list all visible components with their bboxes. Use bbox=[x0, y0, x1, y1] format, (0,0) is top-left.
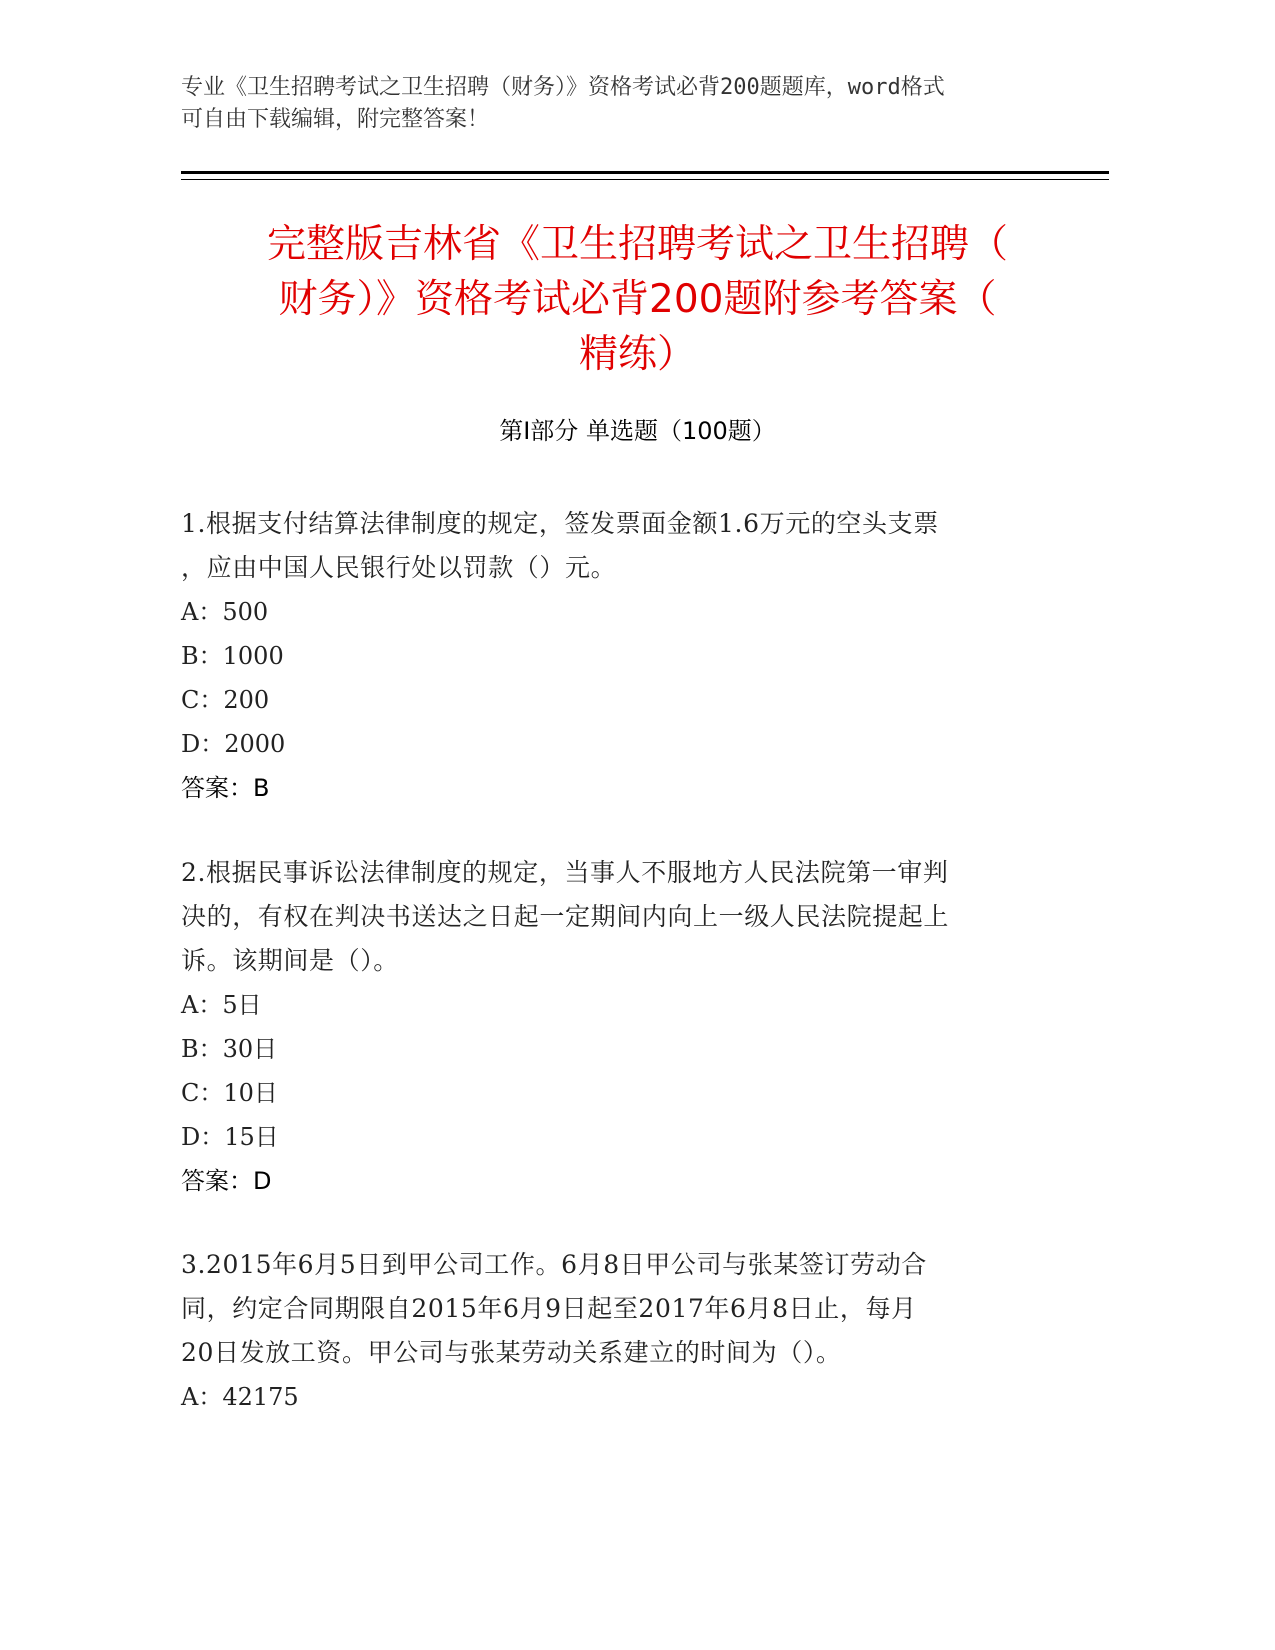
question-1-option-b: B：1000 bbox=[181, 642, 284, 670]
question-1-option-a: A：500 bbox=[181, 598, 269, 626]
document-title-line-3: 精练） bbox=[578, 332, 696, 377]
header-note-line-2: 可自由下载编辑，附完整答案！ bbox=[181, 107, 490, 132]
question-1 bbox=[181, 502, 1081, 810]
header-divider-thick bbox=[181, 171, 1109, 174]
question-2-answer: 答案：D bbox=[181, 1167, 272, 1195]
header-divider-thin bbox=[181, 179, 1109, 180]
question-1-option-d: D：2000 bbox=[181, 730, 286, 758]
question-1-text-line-2: ，应由中国人民银行处以罚款（）元。 bbox=[181, 553, 617, 582]
document-title-line-1: 完整版吉林省《卫生招聘考试之卫生招聘（ bbox=[266, 222, 1008, 267]
question-2-option-a: A：5日 bbox=[181, 991, 262, 1019]
question-2-option-d: D：15日 bbox=[181, 1123, 279, 1151]
document-title-line-2: 财务）》资格考试必背200题附参考答案（ bbox=[278, 277, 997, 322]
question-3-text-line-3: 20日发放工资。甲公司与张某劳动关系建立的时间为（）。 bbox=[181, 1338, 842, 1367]
header-note bbox=[181, 72, 1061, 136]
question-1-option-c: C：200 bbox=[181, 686, 270, 714]
section-title: 第Ⅰ部分 单选题（100题） bbox=[499, 417, 776, 445]
question-3-text-line-1: 3.2015年6月5日到甲公司工作。6月8日甲公司与张某签订劳动合 bbox=[181, 1250, 927, 1279]
question-1-text-line-1: 1.根据支付结算法律制度的规定，签发票面金额1.6万元的空头支票 bbox=[181, 509, 939, 538]
header-note-line-1: 专业《卫生招聘考试之卫生招聘（财务）》资格考试必背200题题库，word格式 bbox=[181, 75, 945, 100]
question-1-answer: 答案：B bbox=[181, 774, 270, 802]
question-3 bbox=[181, 1243, 1081, 1419]
question-3-text-line-2: 同，约定合同期限自2015年6月9日起至2017年6月8日止，每月 bbox=[181, 1294, 917, 1323]
question-2-option-b: B：30日 bbox=[181, 1035, 278, 1063]
document-title bbox=[180, 217, 1095, 382]
question-2-text-line-1: 2.根据民事诉讼法律制度的规定，当事人不服地方人民法院第一审判 bbox=[181, 858, 949, 887]
question-2 bbox=[181, 851, 1081, 1203]
question-2-text-line-3: 诉。该期间是（）。 bbox=[181, 946, 399, 975]
question-2-text-line-2: 决的，有权在判决书送达之日起一定期间内向上一级人民法院提起上 bbox=[181, 902, 950, 931]
question-2-option-c: C：10日 bbox=[181, 1079, 278, 1107]
question-3-option-a: A：42175 bbox=[181, 1383, 299, 1411]
